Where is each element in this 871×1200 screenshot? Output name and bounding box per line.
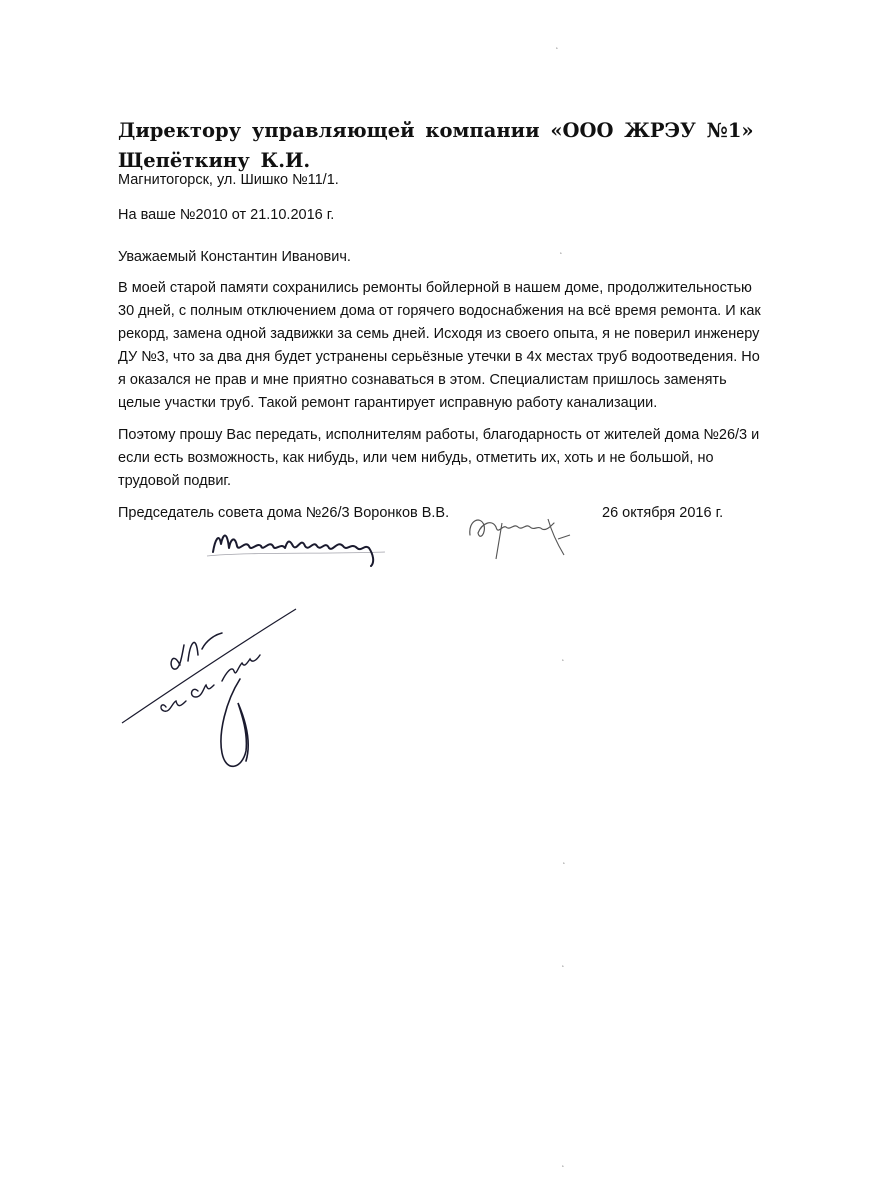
recipient-address: Магнитогорск, ул. Шишко №11/1.: [118, 172, 339, 188]
scan-speck: ˛: [562, 1158, 565, 1167]
scan-speck: ˛: [556, 40, 559, 49]
scan-speck: ˛: [562, 652, 565, 661]
body-paragraph-2: Поэтому прошу Вас передать, исполнителям работы, благодарность от жителей дома №26/3 и если есть возможность, как нибудь, или чем нибудь, отметить их, хоть и не большой, но трудовой подвиг.: [118, 427, 760, 489]
scan-speck: ˛: [562, 958, 565, 967]
addressee-heading: Директору управляющей компании «ООО ЖРЭУ №1» Щепёткину К.И.: [118, 119, 754, 172]
reference-line: На ваше №2010 от 21.10.2016 г.: [118, 207, 335, 223]
scan-speck: ˛: [563, 855, 566, 864]
signature-scribble: [462, 505, 577, 563]
handwritten-resolution-note: [118, 605, 303, 780]
signature-date: 26 октября 2016 г.: [602, 505, 724, 521]
signature-line: Председатель совета дома №26/3 Воронков В.В.: [118, 505, 450, 521]
salutation: Уважаемый Константин Иванович.: [118, 249, 351, 265]
body-paragraph-1: В моей старой памяти сохранились ремонты бойлерной в нашем доме, продолжительностью 30 дней, с полным отключением дома от горячего водоснабжения на всё время ремонта. И как рекорд, замена одной задвижки за семь дней. Исходя из своего опыта, я не поверил инженеру ДУ №3, что за два дня будет устранены серьёзные утечки в 4х местах труб водоотведения. Но я оказался не прав и мне приятно сознаваться в этом. Специалистам пришлось заменять целые участки труб. Такой ремонт гарантирует исправную работу канализации.: [118, 280, 761, 411]
scan-speck: ˛: [560, 245, 563, 254]
handwritten-name-note: [205, 522, 395, 568]
